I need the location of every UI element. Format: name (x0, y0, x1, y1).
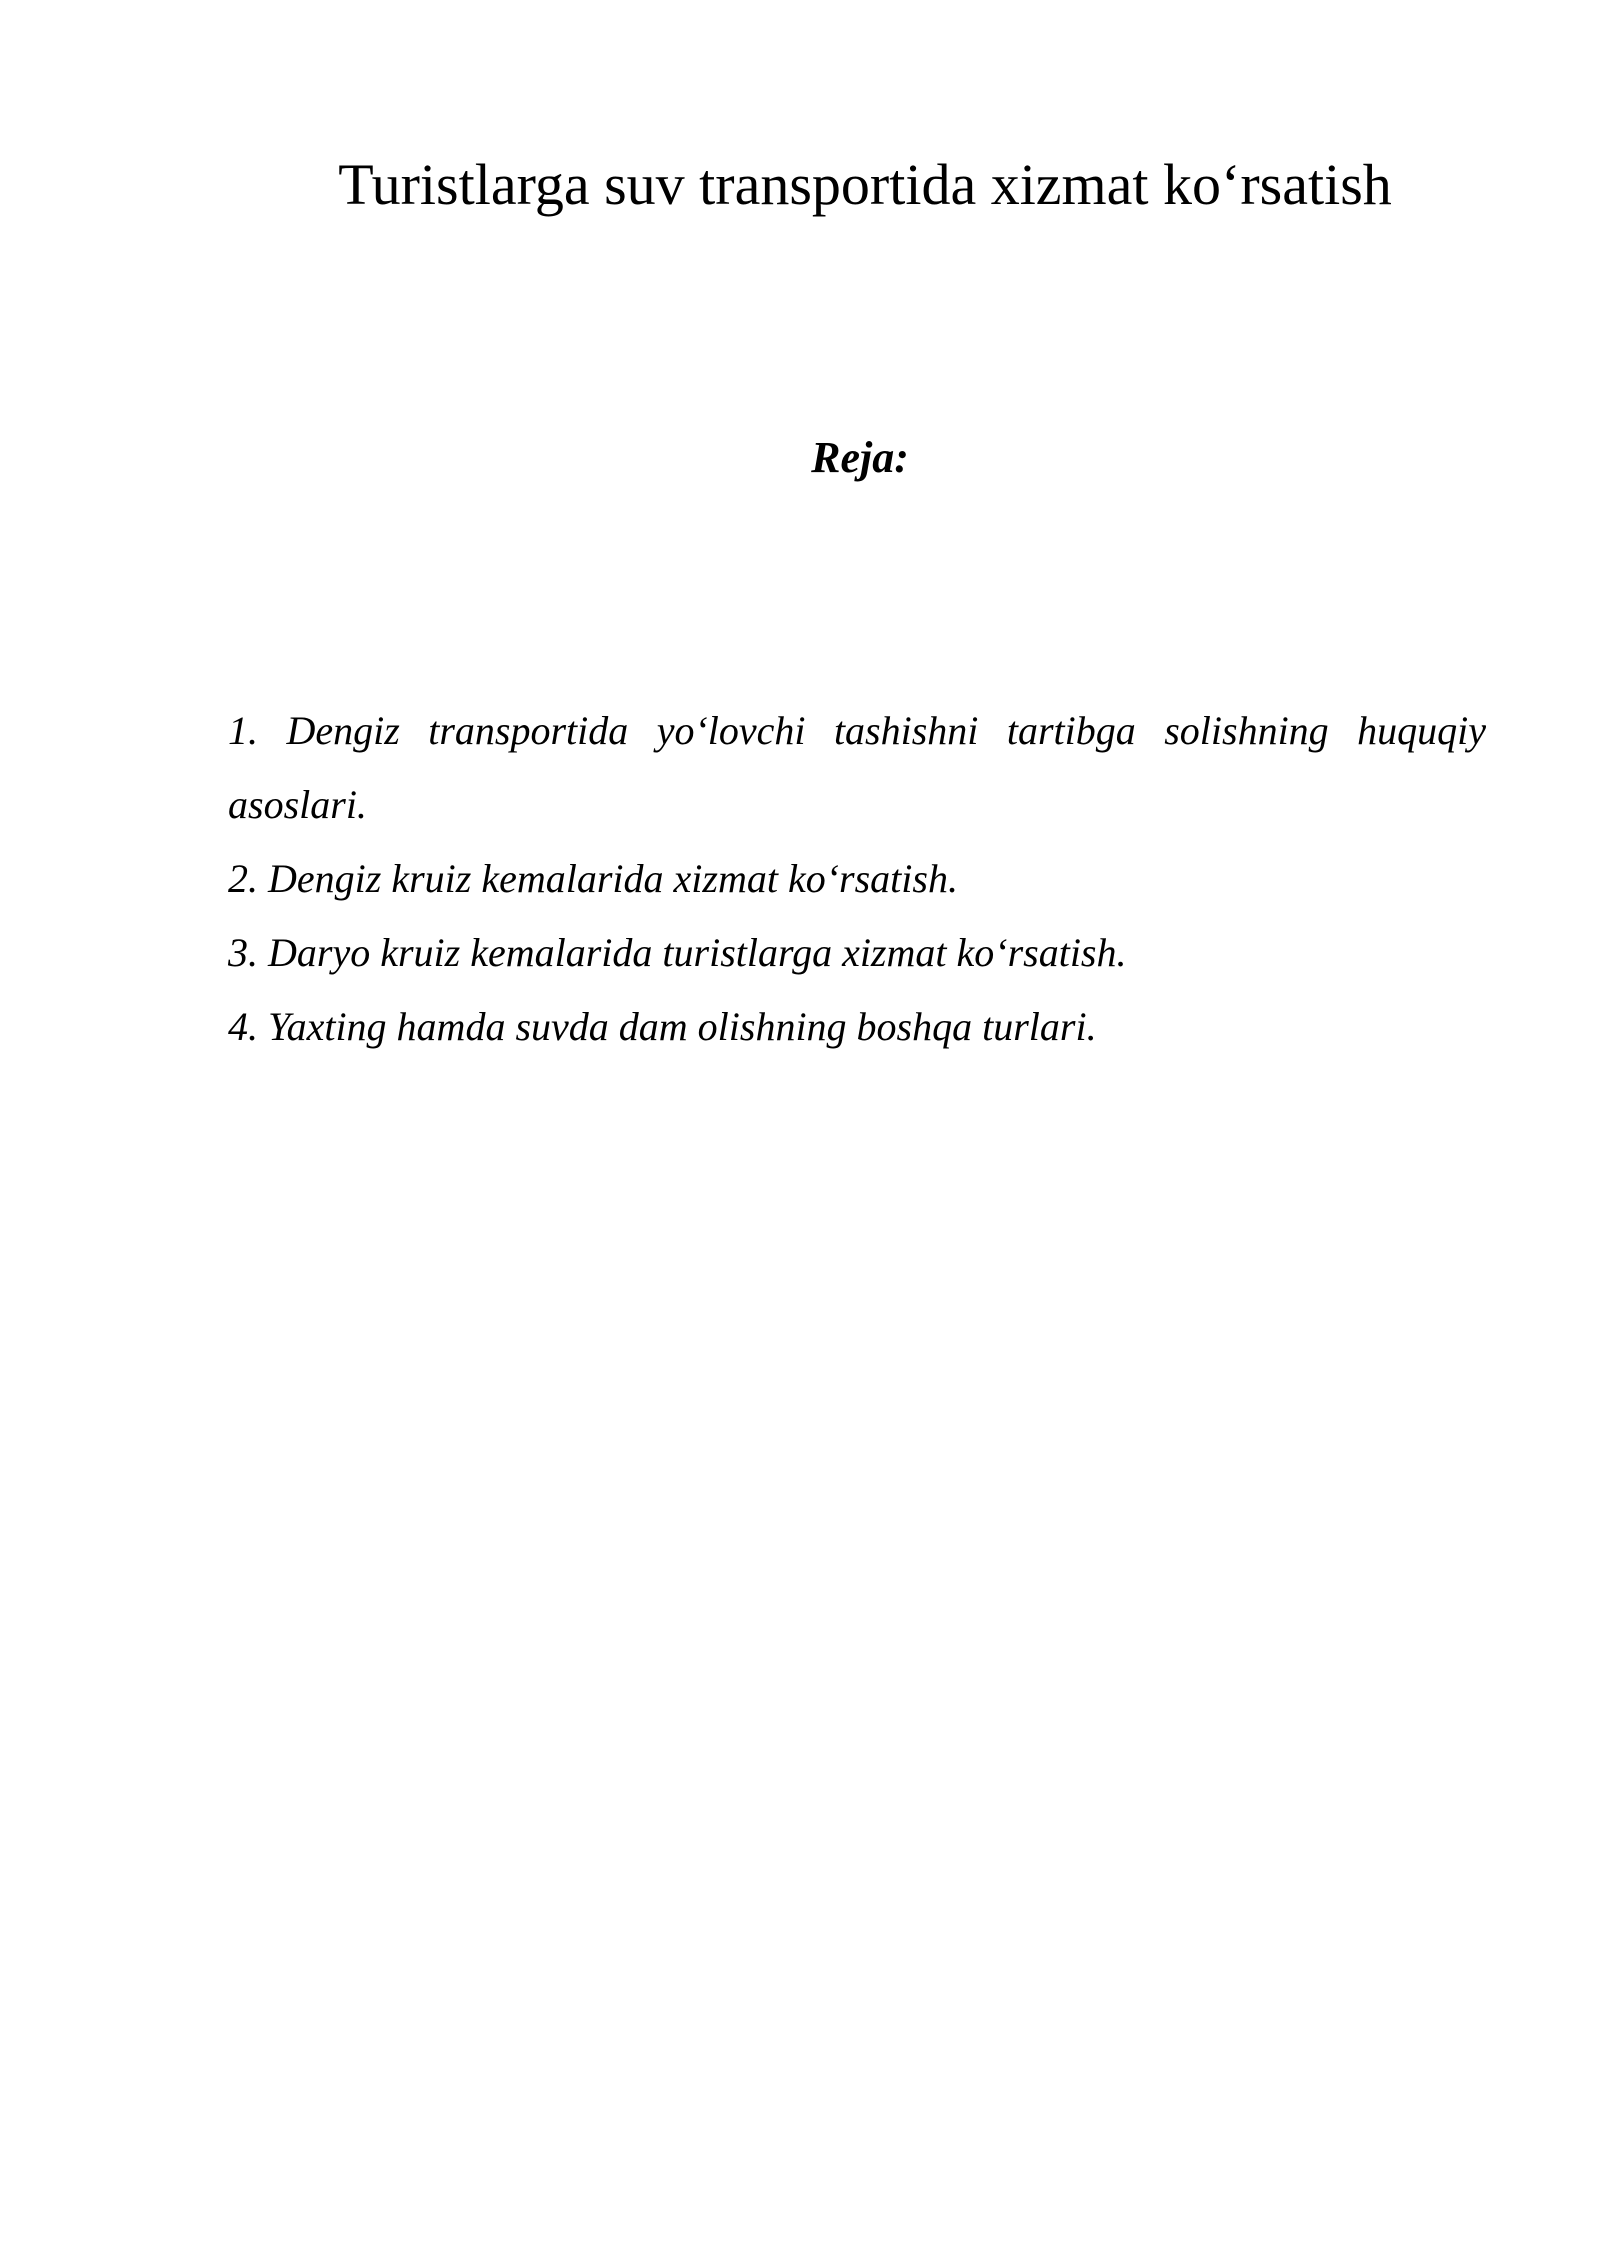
plan-item-4: 4. Yaxting hamda suvda dam olishning boshqa turlari. (228, 1004, 1097, 1049)
document-title: Turistlarga suv transportida xizmat ko‘rsatish (338, 152, 1392, 217)
plan-item-2: 2. Dengiz kruiz kemalarida xizmat ko‘rsatish. (228, 856, 958, 901)
plan-item-3: 3. Daryo kruiz kemalarida turistlarga xizmat ko‘rsatish. (228, 930, 1127, 975)
plan-item-1-line-1: 1. Dengiz transportida yo‘lovchi tashishni tartibga solishning huquqiy (228, 708, 1486, 753)
plan-item-1-line-2: asoslari. (228, 782, 367, 827)
plan-item-1 (228, 694, 1486, 842)
plan-list (228, 694, 1486, 1064)
plan-heading: Reja: (811, 433, 909, 482)
